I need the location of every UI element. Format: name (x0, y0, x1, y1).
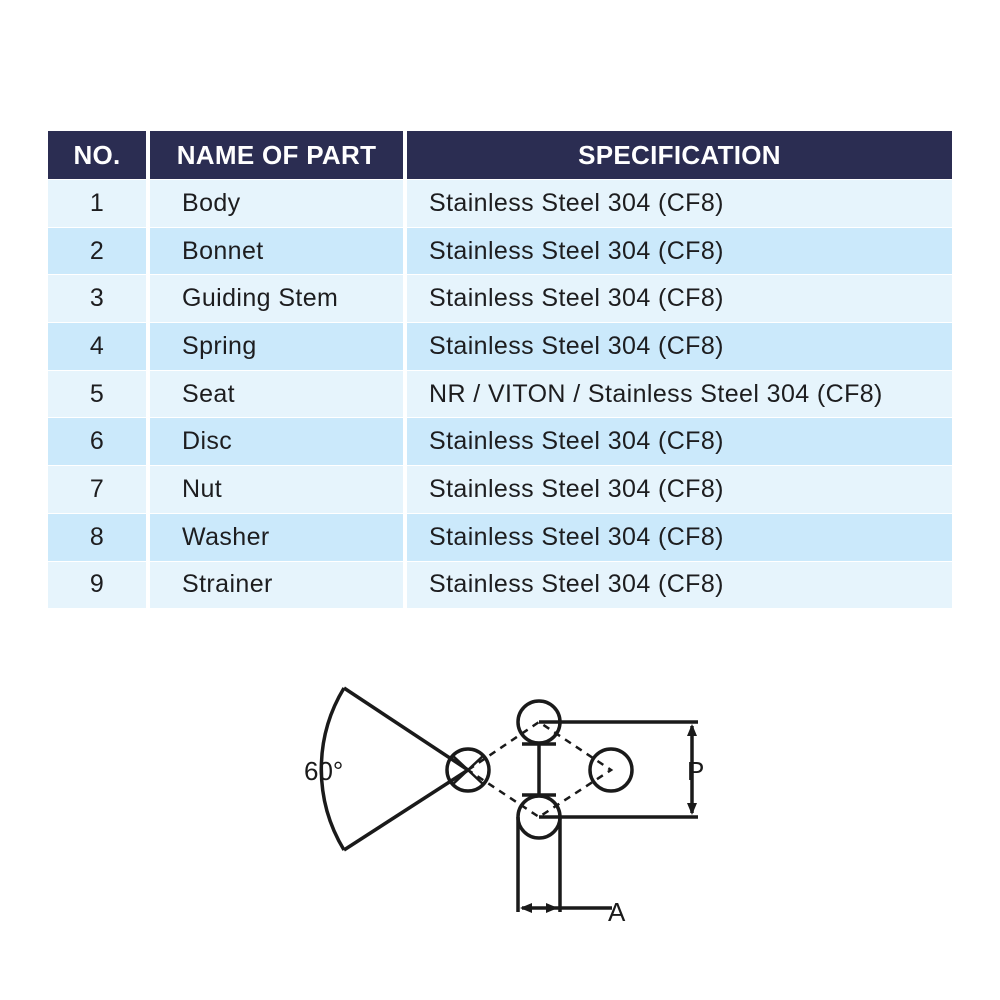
row-spec: NR / VITON / Stainless Steel 304 (CF8) (407, 370, 952, 418)
dimension-a-label: A (608, 897, 626, 927)
row-no: 1 (48, 179, 150, 227)
row-name: Spring (150, 322, 407, 370)
row-spec: Stainless Steel 304 (CF8) (407, 274, 952, 322)
header-no: NO. (48, 131, 150, 179)
table-row (48, 370, 952, 418)
row-no: 9 (48, 561, 150, 609)
row-spec: Stainless Steel 304 (CF8) (407, 322, 952, 370)
row-spec: Stainless Steel 304 (CF8) (407, 465, 952, 513)
row-no: 3 (48, 274, 150, 322)
table-row (48, 274, 952, 322)
parts-table (48, 131, 952, 608)
header-specification: SPECIFICATION (407, 131, 952, 179)
row-no: 7 (48, 465, 150, 513)
row-no: 8 (48, 513, 150, 561)
row-name: Disc (150, 417, 407, 465)
row-no: 2 (48, 227, 150, 275)
header-name-of-part: NAME OF PART (150, 131, 407, 179)
row-name: Washer (150, 513, 407, 561)
pitch-arrow-top (687, 724, 697, 736)
row-name: Guiding Stem (150, 274, 407, 322)
row-name: Strainer (150, 561, 407, 609)
row-spec: Stainless Steel 304 (CF8) (407, 179, 952, 227)
row-spec: Stainless Steel 304 (CF8) (407, 417, 952, 465)
table-row (48, 417, 952, 465)
table-row (48, 465, 952, 513)
a-arrow-right (546, 903, 558, 913)
row-spec: Stainless Steel 304 (CF8) (407, 561, 952, 609)
row-spec: Stainless Steel 304 (CF8) (407, 227, 952, 275)
row-no: 6 (48, 417, 150, 465)
table-row (48, 513, 952, 561)
table-row (48, 227, 952, 275)
row-name: Bonnet (150, 227, 407, 275)
pitch-label: P (687, 756, 705, 786)
row-name: Nut (150, 465, 407, 513)
row-no: 4 (48, 322, 150, 370)
row-spec: Stainless Steel 304 (CF8) (407, 513, 952, 561)
angle-label: 60° (304, 756, 344, 786)
pitch-arrow-bottom (687, 803, 697, 815)
row-no: 5 (48, 370, 150, 418)
table-header-row (48, 131, 952, 179)
table-row (48, 322, 952, 370)
row-name: Body (150, 179, 407, 227)
a-arrow-left (520, 903, 532, 913)
table-row (48, 179, 952, 227)
hole-pattern-diagram (290, 670, 730, 940)
table-row (48, 561, 952, 609)
row-name: Seat (150, 370, 407, 418)
